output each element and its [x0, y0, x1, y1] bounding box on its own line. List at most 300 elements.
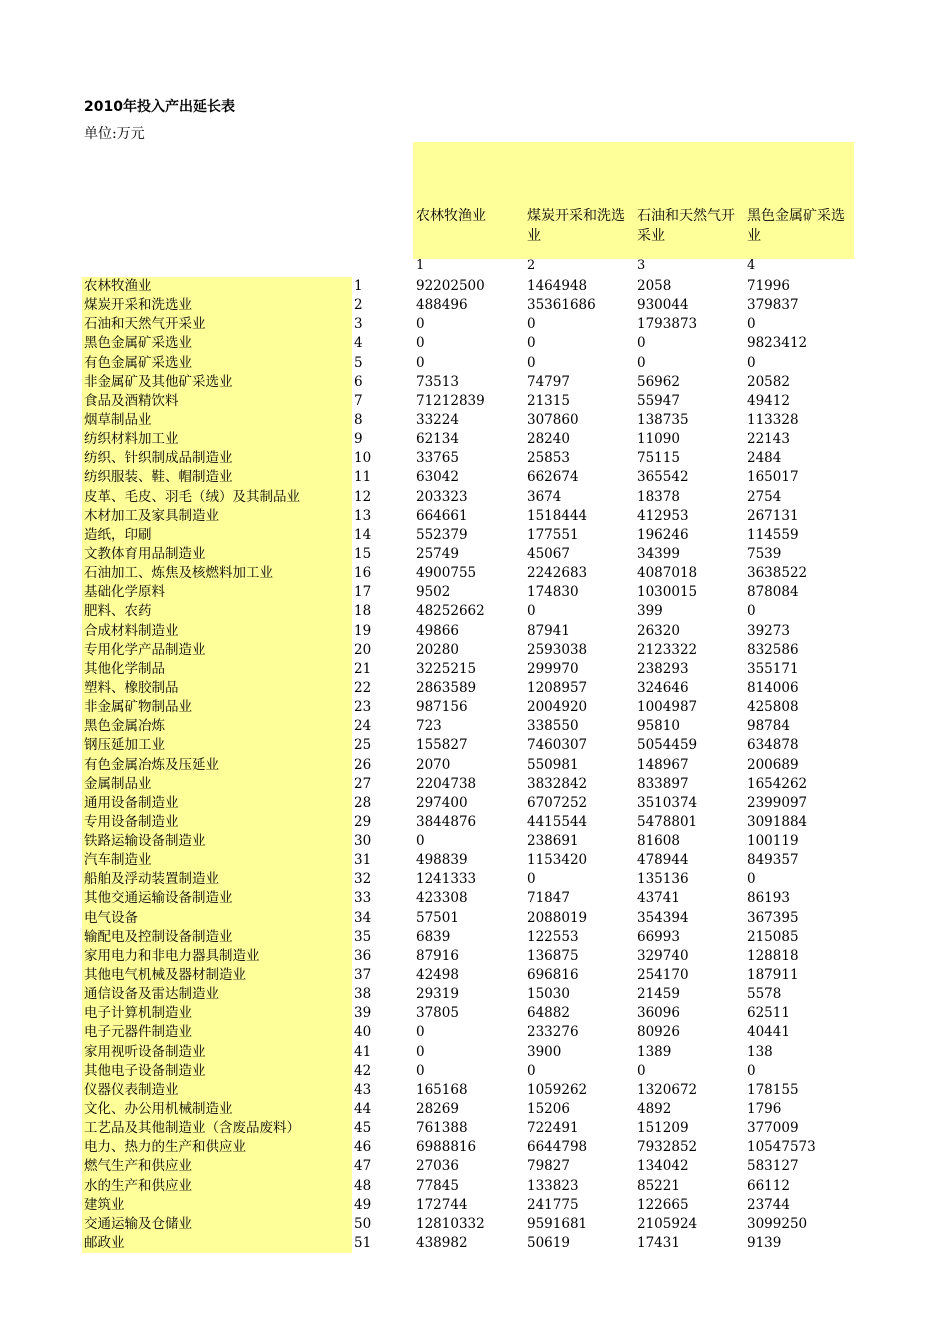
- cell-col-2: 696816: [527, 967, 579, 984]
- cell-col-2: 3674: [527, 488, 562, 505]
- cell-col-4: 1796: [747, 1101, 782, 1118]
- table-row: [0, 449, 950, 468]
- row-index: 31: [354, 852, 372, 869]
- cell-col-4: 2399097: [747, 794, 808, 811]
- table-row: [0, 583, 950, 602]
- cell-col-2: 0: [527, 1062, 536, 1079]
- row-label: 塑料、橡胶制品: [84, 679, 179, 696]
- cell-col-4: 379837: [747, 297, 799, 314]
- table-row: [0, 507, 950, 526]
- table-row: [0, 1062, 950, 1081]
- cell-col-1: 203323: [416, 488, 468, 505]
- cell-col-4: 98784: [747, 718, 790, 735]
- row-index: 35: [354, 928, 372, 945]
- row-index: 37: [354, 967, 372, 984]
- cell-col-1: 552379: [416, 526, 468, 543]
- row-label: 有色金属冶炼及压延业: [84, 756, 219, 773]
- cell-col-2: 233276: [527, 1024, 579, 1041]
- table-row: [0, 296, 950, 315]
- cell-col-4: 878084: [747, 584, 799, 601]
- cell-col-4: 114559: [747, 526, 799, 543]
- cell-col-1: 49866: [416, 622, 459, 639]
- row-index: 11: [354, 469, 372, 486]
- cell-col-2: 15206: [527, 1101, 570, 1118]
- cell-col-2: 6707252: [527, 794, 588, 811]
- cell-col-2: 9591681: [527, 1215, 588, 1232]
- table-row: [0, 928, 950, 947]
- table-row: [0, 985, 950, 1004]
- column-header-2: 煤炭开采和洗选业: [527, 208, 625, 244]
- row-index: 2: [354, 297, 363, 314]
- cell-col-1: 2863589: [416, 679, 477, 696]
- cell-col-3: 11090: [637, 431, 680, 448]
- row-index: 48: [354, 1177, 372, 1194]
- cell-col-1: 62134: [416, 431, 459, 448]
- cell-col-1: 87916: [416, 947, 459, 964]
- cell-col-2: 3832842: [527, 775, 588, 792]
- cell-col-1: 438982: [416, 1235, 468, 1251]
- cell-col-1: 723: [416, 718, 442, 735]
- table-row: [0, 947, 950, 966]
- cell-col-3: 75115: [637, 450, 680, 467]
- cell-col-1: 0: [416, 316, 425, 333]
- cell-col-3: 196246: [637, 526, 689, 543]
- cell-col-3: 930044: [637, 297, 689, 314]
- table-row: [0, 1081, 950, 1100]
- cell-col-3: 21459: [637, 986, 680, 1003]
- row-label: 电力、热力的生产和供应业: [84, 1139, 246, 1156]
- row-label: 石油和天然气开采业: [84, 316, 206, 333]
- cell-col-4: 23744: [747, 1196, 790, 1213]
- cell-col-2: 64882: [527, 1005, 570, 1022]
- cell-col-1: 28269: [416, 1101, 459, 1118]
- row-label: 造纸，印刷: [84, 526, 152, 543]
- row-index: 50: [354, 1215, 372, 1232]
- cell-col-4: 20582: [747, 373, 790, 390]
- table-row: [0, 851, 950, 870]
- cell-col-3: 17431: [637, 1235, 680, 1251]
- row-index: 19: [354, 622, 372, 639]
- cell-col-2: 2593038: [527, 641, 588, 658]
- row-label: 输配电及控制设备制造业: [84, 928, 233, 945]
- row-label: 家用视听设备制造业: [84, 1043, 206, 1060]
- cell-col-2: 87941: [527, 622, 570, 639]
- cell-col-4: 425808: [747, 699, 799, 716]
- row-label: 专用化学产品制造业: [84, 641, 206, 658]
- cell-col-4: 0: [747, 1062, 756, 1079]
- cell-col-2: 6644798: [527, 1139, 588, 1156]
- cell-col-4: 187911: [747, 967, 799, 984]
- cell-col-3: 148967: [637, 756, 689, 773]
- cell-col-4: 267131: [747, 507, 799, 524]
- table-row: [0, 889, 950, 908]
- cell-col-2: 45067: [527, 545, 570, 562]
- unit-label: 单位:万元: [84, 126, 145, 142]
- cell-col-2: 0: [527, 335, 536, 352]
- row-label: 煤炭开采和洗选业: [84, 297, 192, 314]
- row-index: 41: [354, 1043, 372, 1060]
- row-label: 金属制品业: [84, 775, 152, 792]
- cell-col-2: 21315: [527, 392, 570, 409]
- table-row: [0, 354, 950, 373]
- cell-col-1: 6839: [416, 928, 451, 945]
- cell-col-1: 25749: [416, 545, 459, 562]
- cell-col-2: 238691: [527, 833, 579, 850]
- page-title: 2010年投入产出延长表: [84, 99, 235, 115]
- cell-col-1: 488496: [416, 297, 468, 314]
- cell-col-2: 241775: [527, 1196, 579, 1213]
- row-index: 12: [354, 488, 372, 505]
- table-row: [0, 966, 950, 985]
- cell-col-3: 478944: [637, 852, 689, 869]
- table-row: [0, 564, 950, 583]
- cell-col-3: 1030015: [637, 584, 698, 601]
- row-index: 20: [354, 641, 372, 658]
- cell-col-4: 86193: [747, 890, 790, 907]
- cell-col-2: 7460307: [527, 737, 588, 754]
- cell-col-4: 367395: [747, 909, 799, 926]
- table-row: [0, 373, 950, 392]
- cell-col-2: 0: [527, 316, 536, 333]
- table-row: [0, 794, 950, 813]
- row-index: 49: [354, 1196, 372, 1213]
- row-label: 基础化学原料: [84, 584, 165, 601]
- row-index: 15: [354, 545, 372, 562]
- cell-col-4: 22143: [747, 431, 790, 448]
- row-index: 5: [354, 354, 363, 371]
- cell-col-4: 10547573: [747, 1139, 816, 1156]
- cell-col-4: 3638522: [747, 565, 808, 582]
- row-label: 纺织材料加工业: [84, 431, 179, 448]
- row-index: 28: [354, 794, 372, 811]
- cell-col-4: 100119: [747, 833, 799, 850]
- cell-col-2: 1208957: [527, 679, 588, 696]
- row-index: 14: [354, 526, 372, 543]
- row-index: 24: [354, 718, 372, 735]
- table-row: [0, 756, 950, 775]
- row-label: 电气设备: [84, 909, 138, 926]
- row-index: 44: [354, 1101, 372, 1118]
- row-index: 16: [354, 565, 372, 582]
- cell-col-1: 0: [416, 1043, 425, 1060]
- cell-col-1: 3844876: [416, 813, 477, 830]
- table-row: [0, 1043, 950, 1062]
- cell-col-1: 0: [416, 335, 425, 352]
- table-row: [0, 411, 950, 430]
- cell-col-3: 833897: [637, 775, 689, 792]
- cell-col-1: 165168: [416, 1081, 468, 1098]
- cell-col-3: 151209: [637, 1120, 689, 1137]
- table-row: [0, 1177, 950, 1196]
- table-row: [0, 430, 950, 449]
- cell-col-2: 550981: [527, 756, 579, 773]
- cell-col-2: 35361686: [527, 297, 596, 314]
- cell-col-3: 1004987: [637, 699, 698, 716]
- cell-col-2: 1153420: [527, 852, 588, 869]
- cell-col-1: 0: [416, 354, 425, 371]
- cell-col-1: 3225215: [416, 660, 477, 677]
- column-number-2: 2: [527, 258, 536, 273]
- column-number-1: 1: [416, 258, 425, 273]
- cell-col-3: 55947: [637, 392, 680, 409]
- cell-col-2: 299970: [527, 660, 579, 677]
- cell-col-3: 2058: [637, 278, 672, 294]
- row-index: 10: [354, 450, 372, 467]
- cell-col-1: 12810332: [416, 1215, 485, 1232]
- cell-col-3: 43741: [637, 890, 680, 907]
- row-label: 农林牧渔业: [84, 278, 152, 294]
- row-label: 非金属矿物制品业: [84, 699, 192, 716]
- cell-col-4: 0: [747, 871, 756, 888]
- cell-col-4: 71996: [747, 278, 790, 294]
- cell-col-2: 2004920: [527, 699, 588, 716]
- cell-col-1: 0: [416, 1062, 425, 1079]
- column-header-4: 黑色金属矿采选业: [747, 208, 845, 244]
- cell-col-3: 399: [637, 603, 663, 620]
- cell-col-1: 27036: [416, 1158, 459, 1175]
- cell-col-3: 329740: [637, 947, 689, 964]
- cell-col-3: 5478801: [637, 813, 698, 830]
- cell-col-1: 20280: [416, 641, 459, 658]
- row-label: 其他电子设备制造业: [84, 1062, 206, 1079]
- cell-col-4: 583127: [747, 1158, 799, 1175]
- cell-col-3: 1389: [637, 1043, 672, 1060]
- cell-col-4: 3099250: [747, 1215, 808, 1232]
- table-row: [0, 641, 950, 660]
- row-index: 47: [354, 1158, 372, 1175]
- cell-col-3: 81608: [637, 833, 680, 850]
- cell-col-4: 814006: [747, 679, 799, 696]
- cell-col-3: 138735: [637, 411, 689, 428]
- table-row: [0, 1119, 950, 1138]
- cell-col-1: 1241333: [416, 871, 477, 888]
- table-row: [0, 1196, 950, 1215]
- cell-col-4: 5578: [747, 986, 782, 1003]
- row-label: 皮革、毛皮、羽毛（绒）及其制品业: [84, 488, 300, 505]
- cell-col-2: 136875: [527, 947, 579, 964]
- cell-col-1: 33765: [416, 450, 459, 467]
- row-label: 交通运输及仓储业: [84, 1215, 192, 1232]
- cell-col-4: 215085: [747, 928, 799, 945]
- row-index: 17: [354, 584, 372, 601]
- row-label: 家用电力和非电力器具制造业: [84, 947, 260, 964]
- row-index: 32: [354, 871, 372, 888]
- cell-col-1: 2204738: [416, 775, 477, 792]
- cell-col-4: 1654262: [747, 775, 808, 792]
- row-index: 7: [354, 392, 363, 409]
- cell-col-2: 1059262: [527, 1081, 588, 1098]
- row-label: 电子元器件制造业: [84, 1024, 192, 1041]
- table-row: [0, 602, 950, 621]
- table-row: [0, 392, 950, 411]
- cell-col-2: 177551: [527, 526, 579, 543]
- cell-col-4: 39273: [747, 622, 790, 639]
- row-label: 文化、办公用机械制造业: [84, 1101, 233, 1118]
- column-header-1: 农林牧渔业: [416, 208, 486, 224]
- row-index: 51: [354, 1235, 372, 1251]
- table-row: [0, 698, 950, 717]
- row-label: 黑色金属冶炼: [84, 718, 165, 735]
- cell-col-1: 498839: [416, 852, 468, 869]
- row-index: 34: [354, 909, 372, 926]
- cell-col-4: 200689: [747, 756, 799, 773]
- row-index: 1: [354, 278, 363, 294]
- cell-col-4: 165017: [747, 469, 799, 486]
- row-label: 仪器仪表制造业: [84, 1081, 179, 1098]
- cell-col-3: 122665: [637, 1196, 689, 1213]
- cell-col-1: 987156: [416, 699, 468, 716]
- table-row: [0, 870, 950, 889]
- table-row: [0, 526, 950, 545]
- cell-col-4: 62511: [747, 1005, 790, 1022]
- cell-col-2: 4415544: [527, 813, 588, 830]
- cell-col-1: 57501: [416, 909, 459, 926]
- column-number-3: 3: [637, 258, 646, 273]
- cell-col-3: 4892: [637, 1101, 672, 1118]
- cell-col-1: 423308: [416, 890, 468, 907]
- row-label: 汽车制造业: [84, 852, 152, 869]
- cell-col-3: 0: [637, 1062, 646, 1079]
- row-label: 合成材料制造业: [84, 622, 179, 639]
- cell-col-3: 36096: [637, 1005, 680, 1022]
- cell-col-4: 178155: [747, 1081, 799, 1098]
- row-index: 43: [354, 1081, 372, 1098]
- cell-col-3: 2123322: [637, 641, 698, 658]
- cell-col-4: 2484: [747, 450, 782, 467]
- row-index: 45: [354, 1120, 372, 1137]
- row-label: 烟草制品业: [84, 411, 152, 428]
- cell-col-3: 254170: [637, 967, 689, 984]
- row-index: 46: [354, 1139, 372, 1156]
- row-index: 39: [354, 1005, 372, 1022]
- cell-col-2: 2242683: [527, 565, 588, 582]
- cell-col-3: 85221: [637, 1177, 680, 1194]
- cell-col-3: 80926: [637, 1024, 680, 1041]
- cell-col-3: 324646: [637, 679, 689, 696]
- row-index: 21: [354, 660, 372, 677]
- cell-col-4: 138: [747, 1043, 773, 1060]
- row-index: 27: [354, 775, 372, 792]
- row-label: 水的生产和供应业: [84, 1177, 192, 1194]
- row-index: 36: [354, 947, 372, 964]
- cell-col-1: 4900755: [416, 565, 477, 582]
- row-index: 26: [354, 756, 372, 773]
- cell-col-1: 9502: [416, 584, 451, 601]
- row-label: 通信设备及雷达制造业: [84, 986, 219, 1003]
- cell-col-2: 2088019: [527, 909, 588, 926]
- cell-col-4: 0: [747, 603, 756, 620]
- row-label: 黑色金属矿采选业: [84, 335, 192, 352]
- cell-col-2: 74797: [527, 373, 570, 390]
- row-index: 29: [354, 813, 372, 830]
- row-label: 电子计算机制造业: [84, 1005, 192, 1022]
- row-label: 食品及酒精饮料: [84, 392, 179, 409]
- cell-col-3: 5054459: [637, 737, 698, 754]
- row-index: 25: [354, 737, 372, 754]
- table-row: [0, 334, 950, 353]
- row-label: 钢压延加工业: [84, 737, 165, 754]
- table-row: [0, 1004, 950, 1023]
- row-index: 40: [354, 1024, 372, 1041]
- cell-col-1: 48252662: [416, 603, 485, 620]
- row-label: 其他交通运输设备制造业: [84, 890, 233, 907]
- cell-col-3: 95810: [637, 718, 680, 735]
- row-index: 4: [354, 335, 363, 352]
- row-index: 33: [354, 890, 372, 907]
- cell-col-2: 133823: [527, 1177, 579, 1194]
- cell-col-2: 307860: [527, 411, 579, 428]
- row-label: 工艺品及其他制造业（含废品废料）: [84, 1120, 300, 1137]
- cell-col-4: 66112: [747, 1177, 790, 1194]
- cell-col-1: 37805: [416, 1005, 459, 1022]
- cell-col-2: 662674: [527, 469, 579, 486]
- cell-col-4: 40441: [747, 1024, 790, 1041]
- row-label: 有色金属矿采选业: [84, 354, 192, 371]
- cell-col-3: 3510374: [637, 794, 698, 811]
- cell-col-3: 412953: [637, 507, 689, 524]
- row-label: 肥料、农药: [84, 603, 152, 620]
- cell-col-1: 761388: [416, 1120, 468, 1137]
- row-label: 邮政业: [84, 1235, 125, 1251]
- row-index: 30: [354, 833, 372, 850]
- row-label: 专用设备制造业: [84, 813, 179, 830]
- cell-col-1: 6988816: [416, 1139, 477, 1156]
- table-row: [0, 1215, 950, 1234]
- table-row: [0, 1023, 950, 1042]
- row-label: 船舶及浮动装置制造业: [84, 871, 219, 888]
- cell-col-1: 0: [416, 1024, 425, 1041]
- row-index: 22: [354, 679, 372, 696]
- row-label: 其他化学制品: [84, 660, 165, 677]
- table-row: [0, 775, 950, 794]
- cell-col-2: 3900: [527, 1043, 562, 1060]
- row-index: 23: [354, 699, 372, 716]
- table-row: [0, 832, 950, 851]
- row-index: 6: [354, 373, 363, 390]
- cell-col-1: 297400: [416, 794, 468, 811]
- cell-col-1: 2070: [416, 756, 451, 773]
- cell-col-2: 0: [527, 871, 536, 888]
- cell-col-4: 0: [747, 316, 756, 333]
- cell-col-1: 33224: [416, 411, 459, 428]
- cell-col-2: 1464948: [527, 278, 588, 294]
- cell-col-1: 0: [416, 833, 425, 850]
- cell-col-3: 354394: [637, 909, 689, 926]
- table-row: [0, 622, 950, 641]
- row-label: 非金属矿及其他矿采选业: [84, 373, 233, 390]
- row-label: 通用设备制造业: [84, 794, 179, 811]
- cell-col-2: 71847: [527, 890, 570, 907]
- cell-col-4: 832586: [747, 641, 799, 658]
- cell-col-4: 634878: [747, 737, 799, 754]
- cell-col-4: 128818: [747, 947, 799, 964]
- row-label: 其他电气机械及器材制造业: [84, 967, 246, 984]
- cell-col-3: 238293: [637, 660, 689, 677]
- row-index: 38: [354, 986, 372, 1003]
- table-row: [0, 1157, 950, 1176]
- table-row: [0, 1100, 950, 1119]
- cell-col-3: 4087018: [637, 565, 698, 582]
- table-row: [0, 1234, 950, 1253]
- cell-col-3: 135136: [637, 871, 689, 888]
- cell-col-4: 355171: [747, 660, 799, 677]
- cell-col-3: 365542: [637, 469, 689, 486]
- cell-col-1: 155827: [416, 737, 468, 754]
- row-index: 9: [354, 431, 363, 448]
- cell-col-2: 25853: [527, 450, 570, 467]
- cell-col-4: 9823412: [747, 335, 808, 352]
- cell-col-3: 2105924: [637, 1215, 698, 1232]
